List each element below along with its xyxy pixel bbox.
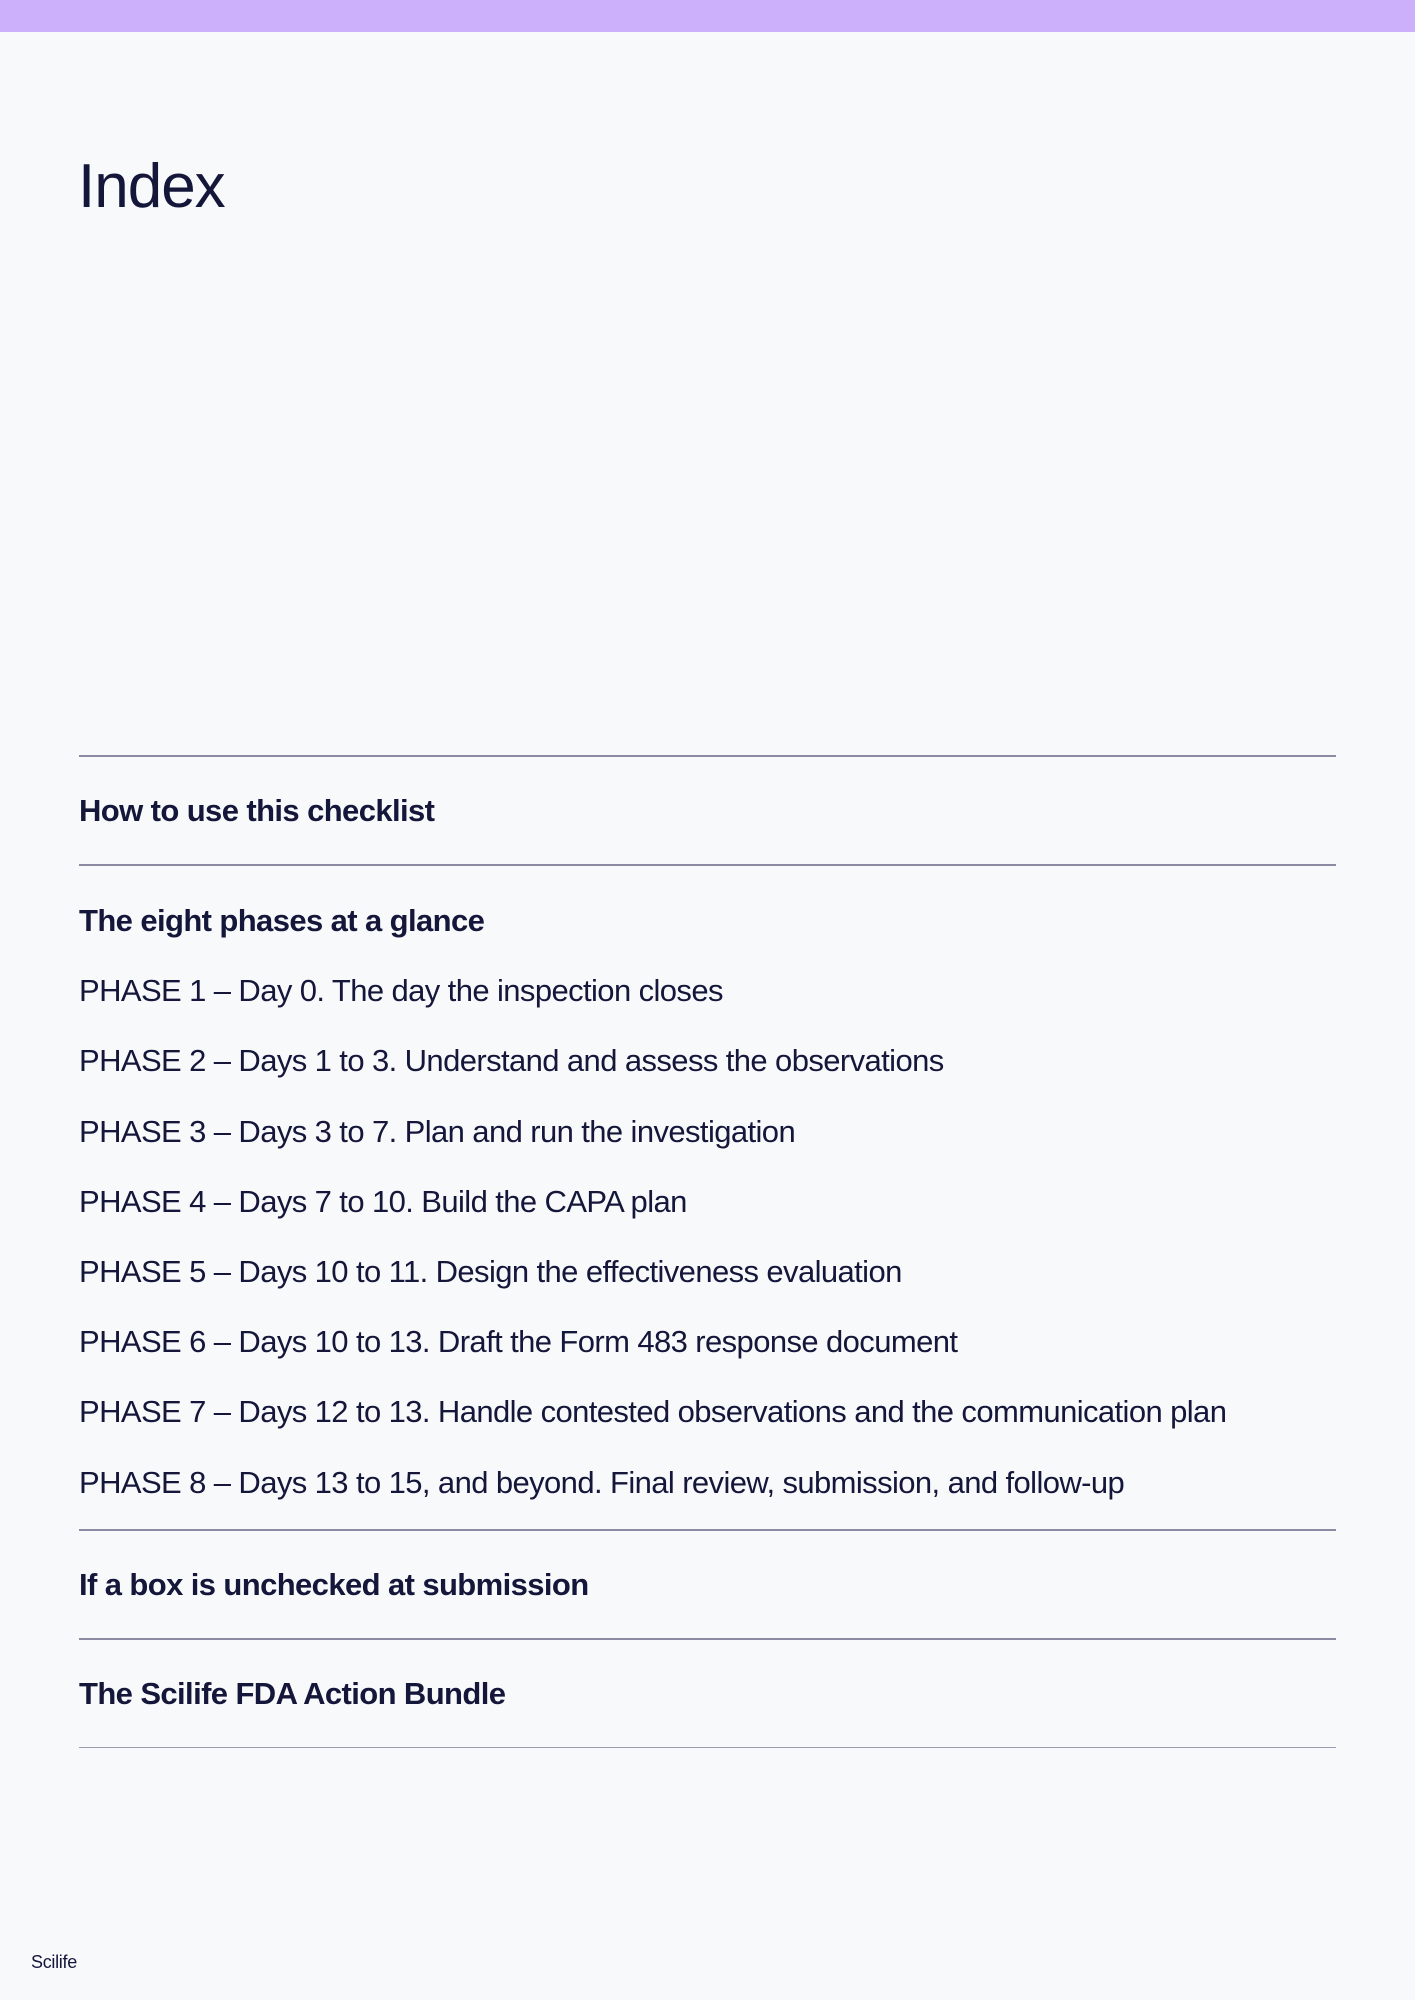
index-section-phases (79, 866, 1336, 1529)
index-link-phase-3[interactable]: PHASE 3 – Days 3 to 7. Plan and run the investigation (79, 1113, 796, 1149)
index-section-unchecked-box (79, 1531, 1336, 1638)
page-title: Index (78, 152, 225, 221)
index-link-phase-1[interactable]: PHASE 1 – Day 0. The day the inspection closes (79, 973, 723, 1009)
index-link-phase-7[interactable]: PHASE 7 – Days 12 to 13. Handle contested observations and the communication plan (79, 1394, 1227, 1430)
divider (79, 1747, 1336, 1748)
index-link-phase-2[interactable]: PHASE 2 – Days 1 to 3. Understand and assess the observations (79, 1043, 944, 1079)
index-link-unchecked-box[interactable]: If a box is unchecked at submission (79, 1566, 589, 1602)
index-section-action-bundle (79, 1640, 1336, 1747)
index-list (79, 755, 1336, 1748)
index-link-action-bundle[interactable]: The Scilife FDA Action Bundle (79, 1675, 506, 1711)
footer-brand: Scilife (31, 1952, 77, 1972)
top-accent-bar (0, 0, 1415, 32)
index-link-phase-6[interactable]: PHASE 6 – Days 10 to 13. Draft the Form 483 response document (79, 1324, 958, 1360)
index-section-how-to-use (79, 757, 1336, 864)
index-link-phase-5[interactable]: PHASE 5 – Days 10 to 11. Design the effectiveness evaluation (79, 1253, 902, 1289)
index-link-phase-4[interactable]: PHASE 4 – Days 7 to 10. Build the CAPA plan (79, 1183, 687, 1219)
index-link-phase-8[interactable]: PHASE 8 – Days 13 to 15, and beyond. Final review, submission, and follow-up (79, 1464, 1125, 1500)
index-link-how-to-use[interactable]: How to use this checklist (79, 792, 435, 828)
index-link-phases-heading[interactable]: The eight phases at a glance (79, 903, 485, 938)
